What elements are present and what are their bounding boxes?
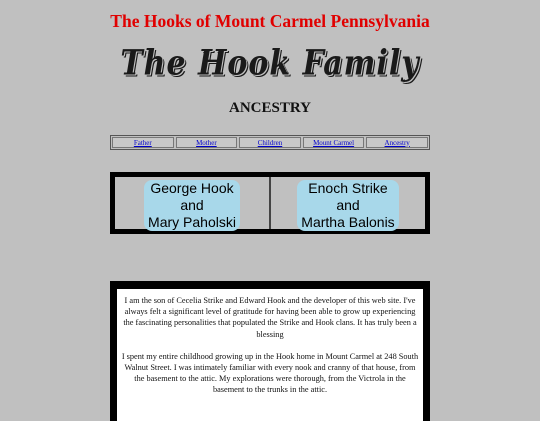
page-heading: ANCESTRY	[229, 100, 311, 116]
nav-link-ancestry[interactable]: Ancestry	[366, 137, 428, 148]
nav-link-mount-carmel[interactable]: Mount Carmel	[303, 137, 365, 148]
site-title: The Hooks of Mount Carmel Pennsylvania	[110, 11, 430, 31]
maternal-and: and	[336, 196, 360, 213]
nav-link-mother[interactable]: Mother	[176, 137, 238, 148]
bio-section	[110, 281, 430, 421]
bio-paragraph: I spent my entire childhood growing up in the Hook home in Mount Carmel at 248 South Walnut Street. I was intimately familiar with every nook and cranny of that house, from the basement to the attic. My explorations were thorough, from the Victrola in the basement to the trunks in the attic.	[121, 351, 419, 395]
paternal-grandmother: Mary Paholski	[148, 213, 236, 230]
maternal-grandmother: Martha Balonis	[301, 213, 395, 230]
family-logo	[0, 43, 540, 88]
parents-table	[110, 172, 430, 234]
paternal-grandfather: George Hook	[150, 179, 234, 196]
paternal-grandparents[interactable]	[144, 180, 240, 231]
bio-paragraph: I am the son of Cecelia Strike and Edward Hook and the developer of this web site. I've always felt a significant level of gratitude for having been able to grow up experiencing the fascinating personalities that populated the Strike and Hook clans. It has truly been a blessing	[123, 296, 417, 339]
nav-link-children[interactable]: Children	[239, 137, 301, 148]
maternal-grandparents[interactable]	[297, 180, 398, 231]
maternal-grandfather: Enoch Strike	[308, 179, 388, 196]
paternal-cell	[115, 177, 271, 229]
nav-link-father[interactable]: Father	[112, 137, 174, 148]
bio-text	[117, 289, 423, 421]
paternal-and: and	[180, 196, 204, 213]
logo-text: The Hook Family	[120, 43, 420, 84]
parents-table-inner	[115, 177, 425, 229]
maternal-cell	[271, 177, 425, 229]
nav-bar	[110, 135, 430, 150]
